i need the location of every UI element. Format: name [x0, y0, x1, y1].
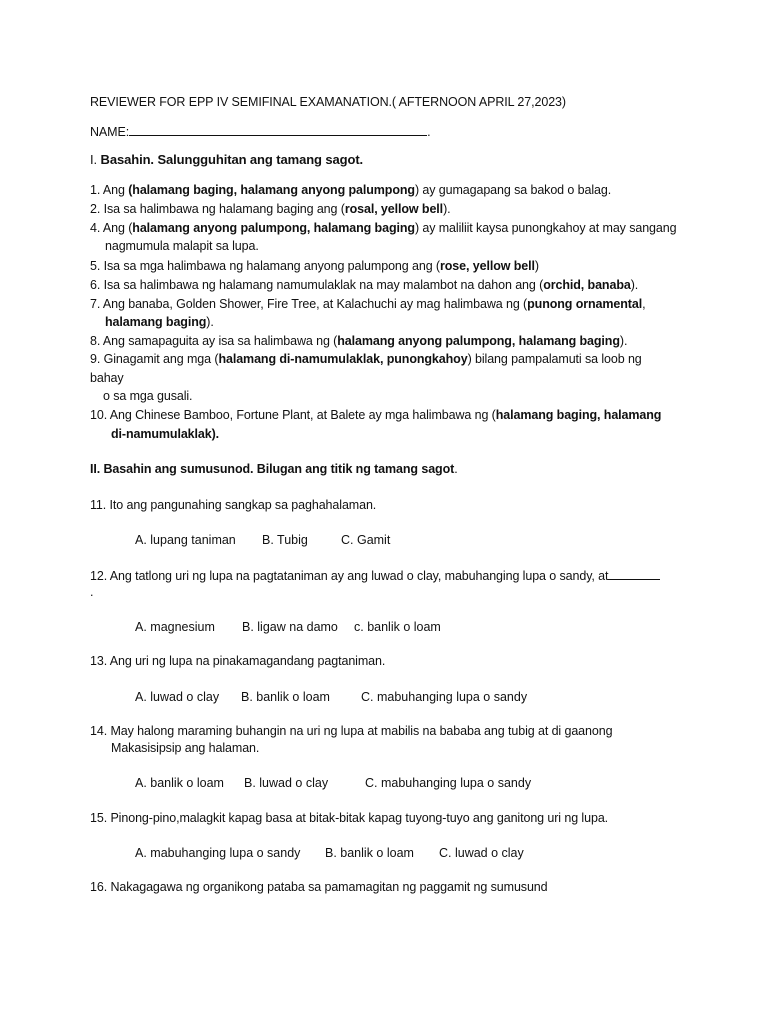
- answer-blank-12: [608, 566, 660, 580]
- item-7: 7. Ang banaba, Golden Shower, Fire Tree, at Kalachuchi ay mag halimbawa ng (punong ornamental,: [90, 297, 646, 311]
- choice-11-b[interactable]: B. Tubig: [262, 533, 308, 547]
- question-12-cont: .: [90, 585, 94, 599]
- item-4-cont: nagmumula malapit sa lupa.: [105, 239, 259, 253]
- choice-11-c[interactable]: C. Gamit: [341, 533, 391, 547]
- question-13: 13. Ang uri ng lupa na pinakamagandang pagtaniman.: [90, 654, 386, 668]
- item-4: 4. Ang (halamang anyong palumpong, halamang baging) ay maliliit kaysa punongkahoy at may sangang: [90, 221, 677, 235]
- question-16: 16. Nakagagawa ng organikong pataba sa pamamagitan ng paggamit ng sumusund: [90, 880, 548, 894]
- question-11: 11. Ito ang pangunahing sangkap sa paghahalaman.: [90, 498, 377, 512]
- item-8: 8. Ang samapaguita ay isa sa halimbawa ng (halamang anyong palumpong, halamang baging).: [90, 334, 628, 348]
- item-7-cont: halamang baging).: [105, 315, 214, 329]
- item-1: 1. Ang (halamang baging, halamang anyong palumpong) ay gumagapang sa bakod o balag.: [90, 183, 612, 197]
- choice-15-b[interactable]: B. banlik o loam: [325, 846, 414, 860]
- item-9-cont-1: bahay: [90, 371, 124, 385]
- choice-13-a[interactable]: A. luwad o clay: [135, 690, 220, 704]
- section-2-heading: II. Basahin ang sumusunod. Bilugan ang titik ng tamang sagot.: [90, 462, 458, 476]
- choice-14-b[interactable]: B. luwad o clay: [244, 776, 329, 790]
- choice-13-c[interactable]: C. mabuhanging lupa o sandy: [361, 690, 528, 704]
- question-15: 15. Pinong-pino,malagkit kapag basa at bitak-bitak kapag tuyong-tuyo ang ganitong uri ng lupa.: [90, 811, 609, 825]
- item-10: 10. Ang Chinese Bamboo, Fortune Plant, at Balete ay mga halimbawa ng (halamang baging, halamang: [90, 408, 662, 422]
- choice-11-a[interactable]: A. lupang taniman: [135, 533, 236, 547]
- section-1-heading: I. Basahin. Salungguhitan ang tamang sagot.: [90, 152, 364, 167]
- item-9: 9. Ginagamit ang mga (halamang di-namumulaklak, punongkahoy) bilang pampalamuti sa loob ng: [90, 352, 642, 366]
- name-row: [90, 122, 430, 141]
- item-10-cont: di-namumulaklak).: [111, 427, 220, 441]
- choice-12-c[interactable]: c. banlik o loam: [354, 620, 441, 634]
- item-6: 6. Isa sa halimbawa ng halamang namumulaklak na may malambot na dahon ang (orchid, banaba).: [90, 278, 639, 292]
- question-14-cont: Makasisipsip ang halaman.: [111, 741, 260, 755]
- item-9-cont-2: o sa mga gusali.: [103, 389, 193, 403]
- item-2: 2. Isa sa halimbawa ng halamang baging ang (rosal, yellow bell).: [90, 202, 451, 216]
- question-14: 14. May halong maraming buhangin na uri ng lupa at mabilis na bababa ang tubig at di gaanong: [90, 724, 613, 738]
- item-5: 5. Isa sa mga halimbawa ng halamang anyong palumpong ang (rose, yellow bell): [90, 259, 539, 273]
- choice-13-b[interactable]: B. banlik o loam: [241, 690, 330, 704]
- choice-15-a[interactable]: A. mabuhanging lupa o sandy: [135, 846, 301, 860]
- name-end: .: [427, 125, 431, 139]
- document-title: REVIEWER FOR EPP IV SEMIFINAL EXAMANATION.( AFTERNOON APRIL 27,2023): [90, 95, 566, 109]
- choice-12-a[interactable]: A. magnesium: [135, 620, 215, 634]
- name-label: NAME:: [90, 125, 130, 139]
- choice-15-c[interactable]: C. luwad o clay: [439, 846, 524, 860]
- choice-12-b[interactable]: B. ligaw na damo: [242, 620, 338, 634]
- question-12: 12. Ang tatlong uri ng lupa na pagtataniman ay ang luwad o clay, mabuhanging lupa o sandy, at: [90, 566, 660, 585]
- choice-14-a[interactable]: A. banlik o loam: [135, 776, 224, 790]
- choice-14-c[interactable]: C. mabuhanging lupa o sandy: [365, 776, 532, 790]
- name-blank: [129, 122, 427, 136]
